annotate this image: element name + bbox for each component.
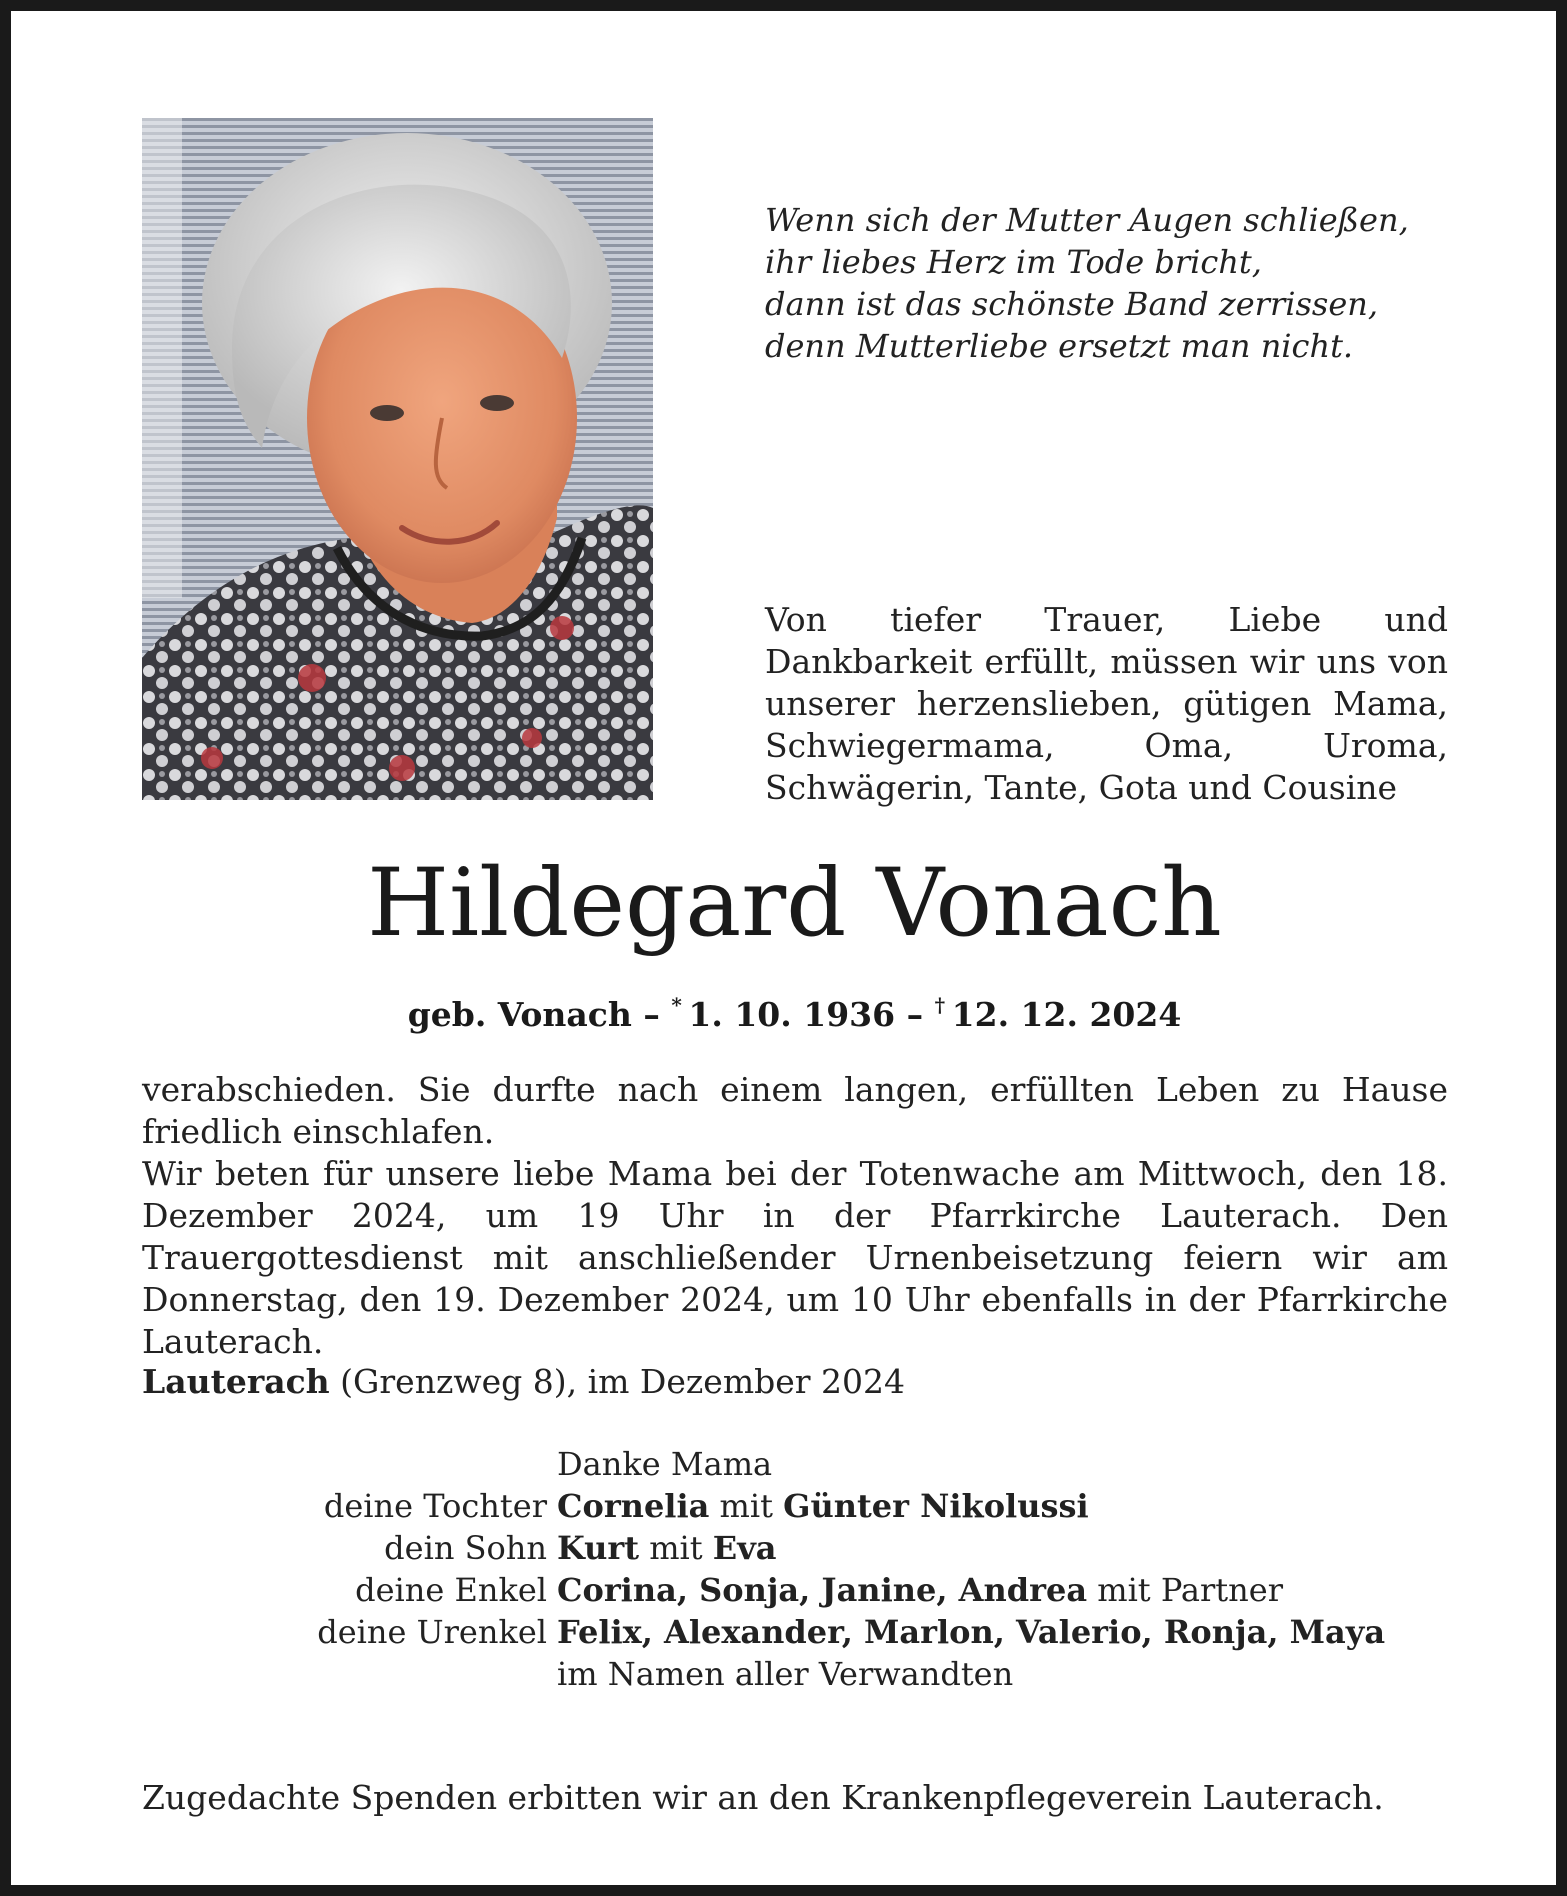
body-paragraph: verabschieden. Sie durfte nach einem langen, erfüllten Leben zu Hause friedlich einschlafen. <box>142 1070 1448 1151</box>
family-relation: dein Sohn <box>384 1529 547 1567</box>
death-date: 12. 12. 2024 <box>951 995 1182 1034</box>
family-relation: deine Urenkel <box>317 1613 547 1651</box>
place-town: Lauterach <box>142 1362 330 1401</box>
deceased-name: Hildegard Vonach <box>367 849 1222 958</box>
portrait-photo <box>142 118 653 800</box>
family-row: dein Sohn Kurt mit Eva <box>142 1527 1448 1569</box>
family-relation: deine Enkel <box>355 1571 547 1609</box>
death-symbol: † <box>934 993 946 1017</box>
intro-text: Von tiefer Trauer, Liebe und Dankbarkeit erfüllt, müssen wir uns von unserer herzenslieben, gütigen Mama, Schwiegermama, Oma, Uroma, Schwägerin, Tante, Gota und Cousine <box>765 600 1448 807</box>
family-names: Kurt <box>557 1529 640 1567</box>
family-relation: deine Tochter <box>323 1487 547 1525</box>
place-line <box>142 1361 1448 1403</box>
family-list <box>142 1443 1448 1695</box>
family-thanks: Danke Mama <box>557 1445 773 1483</box>
family-row: deine Enkel Corina, Sonja, Janine, Andrea mit Partner <box>142 1569 1448 1611</box>
birth-symbol: * <box>671 993 682 1017</box>
life-dates: geb. Vonach – * 1. 10. 1936 – † 12. 12. 2024 <box>407 993 1182 1034</box>
family-row <box>142 1611 1448 1653</box>
family-closing: im Namen aller Verwandten <box>557 1655 1014 1693</box>
poem-line: denn Mutterliebe ersetzt man nicht. <box>765 327 1354 365</box>
family-thanks-row <box>142 1443 1448 1485</box>
family-partner: Eva <box>712 1529 777 1567</box>
maiden-name: geb. Vonach <box>407 995 632 1034</box>
family-row: deine Tochter Cornelia mit Günter Nikolussi <box>142 1485 1448 1527</box>
body-paragraph: Wir beten für unsere liebe Mama bei der Totenwache am Mittwoch, den 18. Dezember 2024, um 19 Uhr in der Pfarrkirche Lauterach. Den Trauergottesdienst mit anschließender Urnenbeisetzung feiern wir am Donnerstag, den 19. Dezember 2024, um 10 Uhr ebenfalls in der Pfarrkirche Lauterach. <box>142 1154 1448 1361</box>
memorial-poem <box>765 199 1465 367</box>
family-names: Felix, Alexander, Marlon, Valerio, Ronja, Maya <box>557 1613 1386 1651</box>
donation-note: Zugedachte Spenden erbitten wir an den Krankenpflegeverein Lauterach. <box>142 1778 1384 1817</box>
poem-line: dann ist das schönste Band zerrissen, <box>765 285 1379 323</box>
family-closing-row <box>142 1653 1448 1695</box>
notice-body <box>142 1069 1448 1363</box>
poem-line: Wenn sich der Mutter Augen schließen, <box>765 201 1409 239</box>
birth-date: 1. 10. 1936 <box>688 995 896 1034</box>
place-rest: (Grenzweg 8), im Dezember 2024 <box>329 1362 906 1401</box>
family-names: Cornelia <box>557 1487 710 1525</box>
poem-line: ihr liebes Herz im Tode bricht, <box>765 243 1262 281</box>
family-partner: Günter Nikolussi <box>783 1487 1089 1525</box>
family-names: Corina, Sonja, Janine, Andrea <box>557 1571 1088 1609</box>
